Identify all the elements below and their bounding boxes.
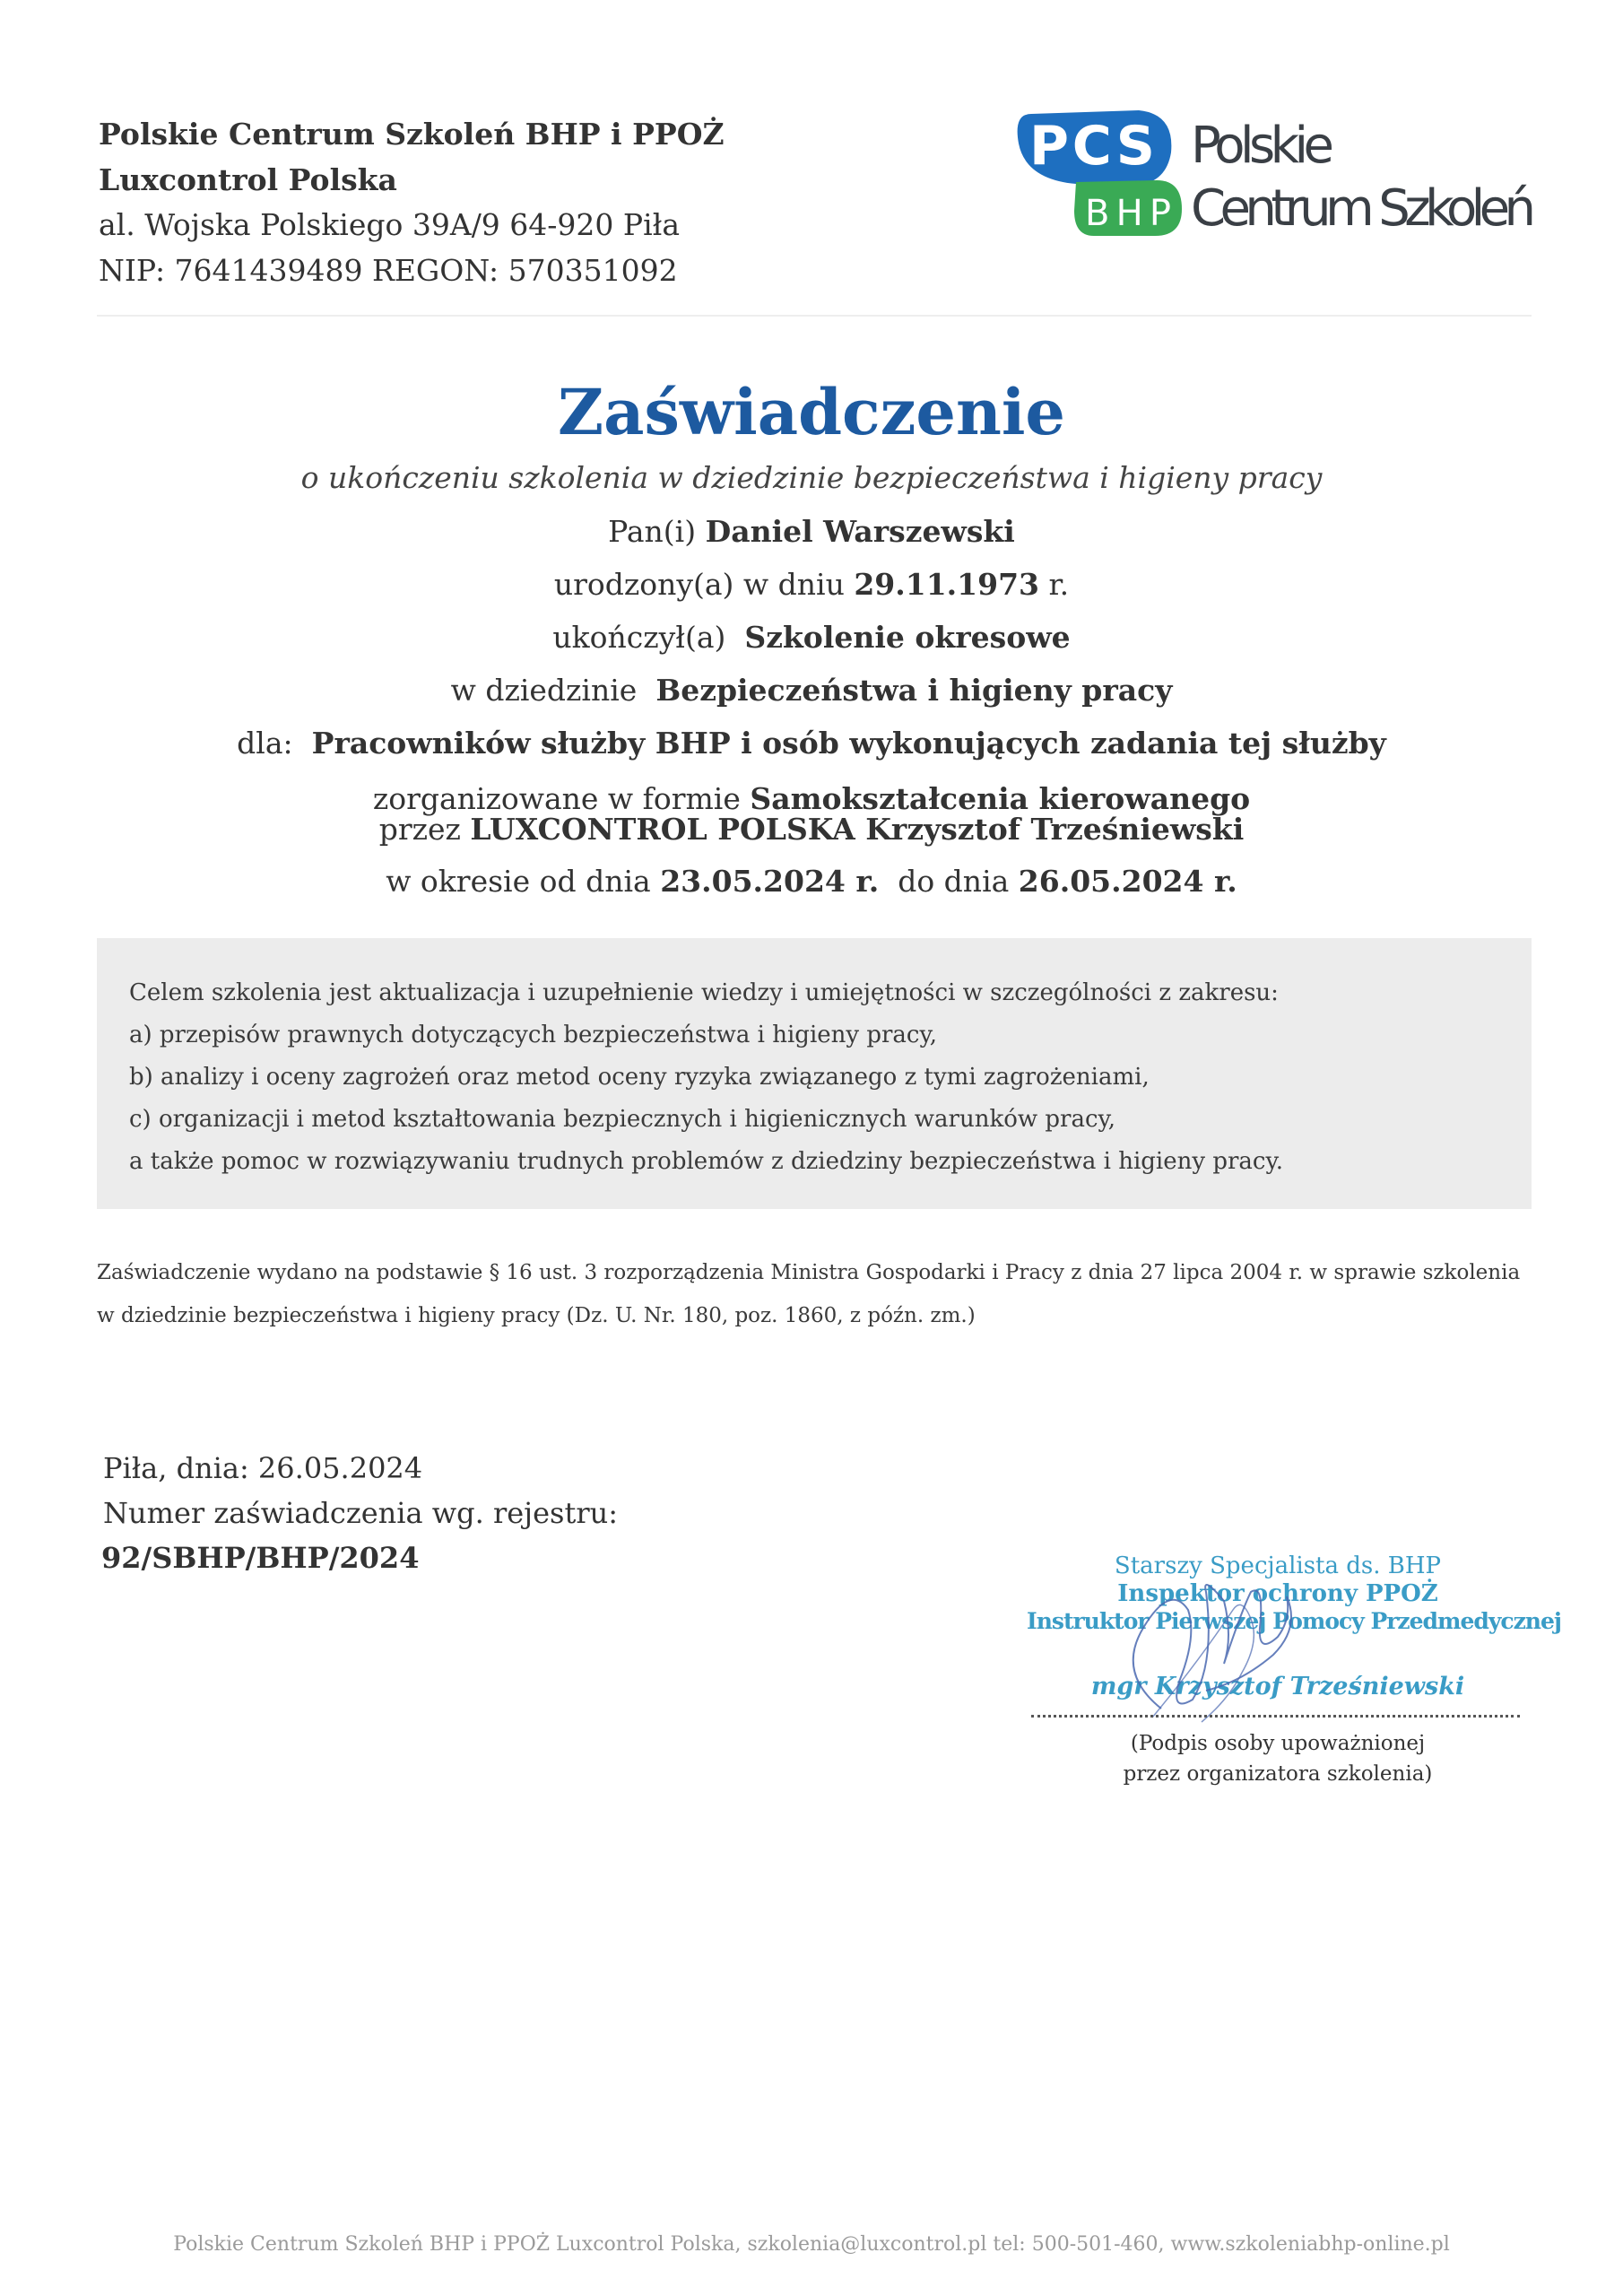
period-line	[0, 864, 1623, 899]
for-line	[0, 726, 1623, 761]
person-name: Daniel Warszewski	[705, 514, 1015, 549]
register-label: Numer zaświadczenia wg. rejestru:	[103, 1496, 618, 1530]
completed-line	[0, 620, 1623, 655]
signature-block	[1027, 1547, 1561, 1816]
form-value: Samokształcenia kierowanego	[750, 781, 1251, 816]
signature-caption-line1: (Podpis osoby upoważnionej	[1130, 1732, 1426, 1755]
signature-dotted-line	[1031, 1715, 1520, 1718]
logo-badge-bottom: BHP	[1085, 193, 1171, 234]
birth-suffix: r.	[1048, 567, 1070, 602]
goals-intro: Celem szkolenia jest aktualizacja i uzupełnienie wiedzy i umiejętności w szczególności z zakresu:	[129, 979, 1279, 1006]
date-to: 26.05.2024 r.	[1018, 864, 1237, 899]
organizer-value: LUXCONTROL POLSKA Krzysztof Trześniewski	[470, 812, 1245, 847]
birth-label: urodzony(a) w dniu	[553, 567, 845, 602]
field-label: w dziedzinie	[450, 673, 638, 708]
org-ids: NIP: 7641439489 REGON: 570351092	[99, 253, 678, 288]
goal-item: a) przepisów prawnych dotyczących bezpieczeństwa i higieny pracy,	[129, 1022, 937, 1048]
organizer-line	[0, 812, 1623, 847]
legal-basis-line2: w dziedzinie bezpieczeństwa i higieny pracy (Dz. U. Nr. 180, poz. 1860, z późn. zm.)	[97, 1304, 976, 1327]
certificate-subtitle: o ukończeniu szkolenia w dziedzinie bezpieczeństwa i higieny pracy	[300, 460, 1323, 495]
person-label: Pan(i)	[608, 514, 697, 549]
org-name: Polskie Centrum Szkoleń BHP i PPOŻ	[99, 117, 725, 152]
birth-date: 29.11.1973	[854, 567, 1040, 602]
signature-caption-line2: przez organizatora szkolenia)	[1123, 1762, 1433, 1786]
stamp-line1: Starszy Specjalista ds. BHP	[1114, 1552, 1442, 1579]
org-address: al. Wojska Polskiego 39A/9 64-920 Piła	[99, 207, 681, 242]
logo-text-line1: Polskie	[1191, 117, 1334, 175]
form-label: zorganizowane w formie	[372, 781, 741, 816]
org-subname: Luxcontrol Polska	[99, 162, 397, 197]
training-goals-box	[97, 938, 1532, 1209]
logo-badge-icon	[1013, 103, 1542, 238]
completed-label: ukończył(a)	[552, 620, 726, 655]
period-to-label: do dnia	[898, 864, 1010, 899]
legal-basis-line1: Zaświadczenie wydano na podstawie § 16 ust. 3 rozporządzenia Ministra Gospodarki i Pracy z dnia 27 lipca 2004 r. w sprawie szkolenia	[97, 1261, 1521, 1284]
field-line	[0, 673, 1623, 708]
period-from-label: w okresie od dnia	[386, 864, 651, 899]
stamp-name: mgr Krzysztof Trześniewski	[1090, 1673, 1465, 1700]
goal-item: a także pomoc w rozwiązywaniu trudnych problemów z dziedziny bezpieczeństwa i higieny pracy.	[129, 1148, 1283, 1175]
field-value: Bezpieczeństwa i higieny pracy	[655, 673, 1173, 708]
register-number: 92/SBHP/BHP/2024	[101, 1541, 420, 1575]
organizer-label: przez	[378, 812, 461, 847]
for-value: Pracowników służby BHP i osób wykonujących zadania tej służby	[311, 726, 1386, 761]
handwritten-signature-icon	[1107, 1556, 1341, 1735]
date-from: 23.05.2024 r.	[660, 864, 880, 899]
header-divider	[97, 315, 1532, 317]
for-label: dla:	[237, 726, 293, 761]
pcs-logo	[1013, 103, 1542, 238]
stamp-line3: Instruktor Pierwszej Pomocy Przedmedycznej	[1027, 1608, 1561, 1634]
training-type: Szkolenie okresowe	[744, 620, 1071, 655]
logo-badge-top: PCS	[1029, 115, 1155, 178]
certificate-title: Zaświadczenie	[558, 375, 1065, 449]
stamp-line2: Inspektor ochrony PPOŻ	[1117, 1580, 1438, 1607]
goal-item: c) organizacji i metod kształtowania bezpiecznych i higienicznych warunków pracy,	[129, 1106, 1116, 1133]
person-line	[0, 514, 1623, 549]
page-footer: Polskie Centrum Szkoleń BHP i PPOŻ Luxcontrol Polska, szkolenia@luxcontrol.pl tel: 500-501-460, www.szkoleniabhp-online.pl	[173, 2233, 1450, 2256]
issue-place-date: Piła, dnia: 26.05.2024	[103, 1451, 423, 1485]
logo-text-line2: Centrum Szkoleń	[1191, 179, 1536, 238]
birth-line	[0, 567, 1623, 602]
goal-item: b) analizy i oceny zagrożeń oraz metod oceny ryzyka związanego z tymi zagrożeniami,	[129, 1064, 1150, 1091]
